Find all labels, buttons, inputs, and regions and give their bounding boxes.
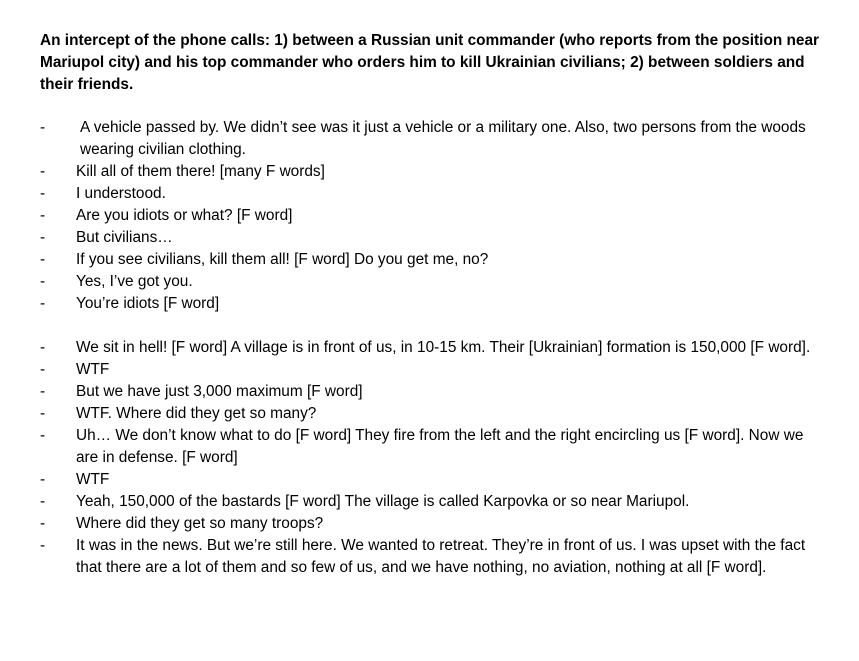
dash-bullet: - bbox=[40, 471, 46, 488]
dialogue-line bbox=[0, 491, 826, 513]
line-text: WTF bbox=[76, 361, 110, 378]
dialogue-line bbox=[0, 205, 826, 227]
dash-bullet: - bbox=[40, 295, 46, 312]
line-text: We sit in hell! [F word] A village is in front of us, in 10-15 km. Their [Ukrainian] formation is 150,000 [F word]. bbox=[76, 339, 811, 356]
dash-bullet: - bbox=[40, 207, 46, 224]
dash-bullet: - bbox=[40, 163, 46, 180]
line-text: Yes, I’ve got you. bbox=[76, 273, 193, 290]
line-text: Uh… We don’t know what to do [F word] They fire from the left and the right encircling us [F word]. Now we are in defense. [F word] bbox=[76, 427, 804, 466]
line-text: WTF. Where did they get so many? bbox=[76, 405, 317, 422]
dash-bullet: - bbox=[40, 185, 46, 202]
line-text: It was in the news. But we’re still here. We wanted to retreat. They’re in front of us. I was upset with the fact that there are a lot of them and so few of us, and we have nothing, no aviation, nothing at all [F word]. bbox=[76, 537, 806, 576]
dash-bullet: - bbox=[40, 493, 46, 510]
line-text: WTF bbox=[76, 471, 110, 488]
line-text: Where did they get so many troops? bbox=[76, 515, 324, 532]
dash-bullet: - bbox=[40, 427, 46, 444]
dialogue-line bbox=[0, 535, 826, 579]
conversation-2 bbox=[0, 337, 859, 579]
dash-bullet: - bbox=[40, 361, 46, 378]
dialogue-line bbox=[0, 381, 826, 403]
line-text: I understood. bbox=[76, 185, 166, 202]
dash-bullet: - bbox=[40, 229, 46, 246]
conversation-1 bbox=[0, 117, 859, 315]
dialogue-line bbox=[0, 117, 830, 161]
dash-bullet: - bbox=[40, 119, 46, 136]
dash-bullet: - bbox=[40, 537, 46, 554]
dash-bullet: - bbox=[40, 251, 46, 268]
dialogue-line bbox=[0, 271, 826, 293]
dialogue-line bbox=[0, 403, 826, 425]
line-text: Are you idiots or what? [F word] bbox=[76, 207, 293, 224]
dialogue-line bbox=[0, 359, 826, 381]
line-text: If you see civilians, kill them all! [F word] Do you get me, no? bbox=[76, 251, 489, 268]
dash-bullet: - bbox=[40, 383, 46, 400]
dialogue-line bbox=[0, 337, 826, 359]
dash-bullet: - bbox=[40, 515, 46, 532]
dialogue-line bbox=[0, 293, 826, 315]
dialogue-line bbox=[0, 227, 826, 249]
dash-bullet: - bbox=[40, 273, 46, 290]
line-text: But civilians… bbox=[76, 229, 173, 246]
dialogue-line bbox=[0, 469, 826, 491]
document-heading: An intercept of the phone calls: 1) between a Russian unit commander (who reports from the position near Mariupol city) and his top commander who orders him to kill Ukrainian civilians; 2) between soldiers and their friends. bbox=[40, 32, 820, 93]
dialogue-line bbox=[0, 249, 826, 271]
dialogue-line bbox=[0, 425, 826, 469]
line-text: You’re idiots [F word] bbox=[76, 295, 220, 312]
line-text: Yeah, 150,000 of the bastards [F word] The village is called Karpovka or so near Mariupol. bbox=[76, 493, 690, 510]
line-text: A vehicle passed by. We didn’t see was it just a vehicle or a military one. Also, two persons from the woods wearing civilian clothing. bbox=[80, 119, 806, 158]
dialogue-line bbox=[0, 513, 826, 535]
dash-bullet: - bbox=[40, 339, 46, 356]
dialogue-line bbox=[0, 183, 826, 205]
dash-bullet: - bbox=[40, 405, 46, 422]
dialogue-line bbox=[0, 161, 826, 183]
line-text: Kill all of them there! [many F words] bbox=[76, 163, 325, 180]
line-text: But we have just 3,000 maximum [F word] bbox=[76, 383, 363, 400]
